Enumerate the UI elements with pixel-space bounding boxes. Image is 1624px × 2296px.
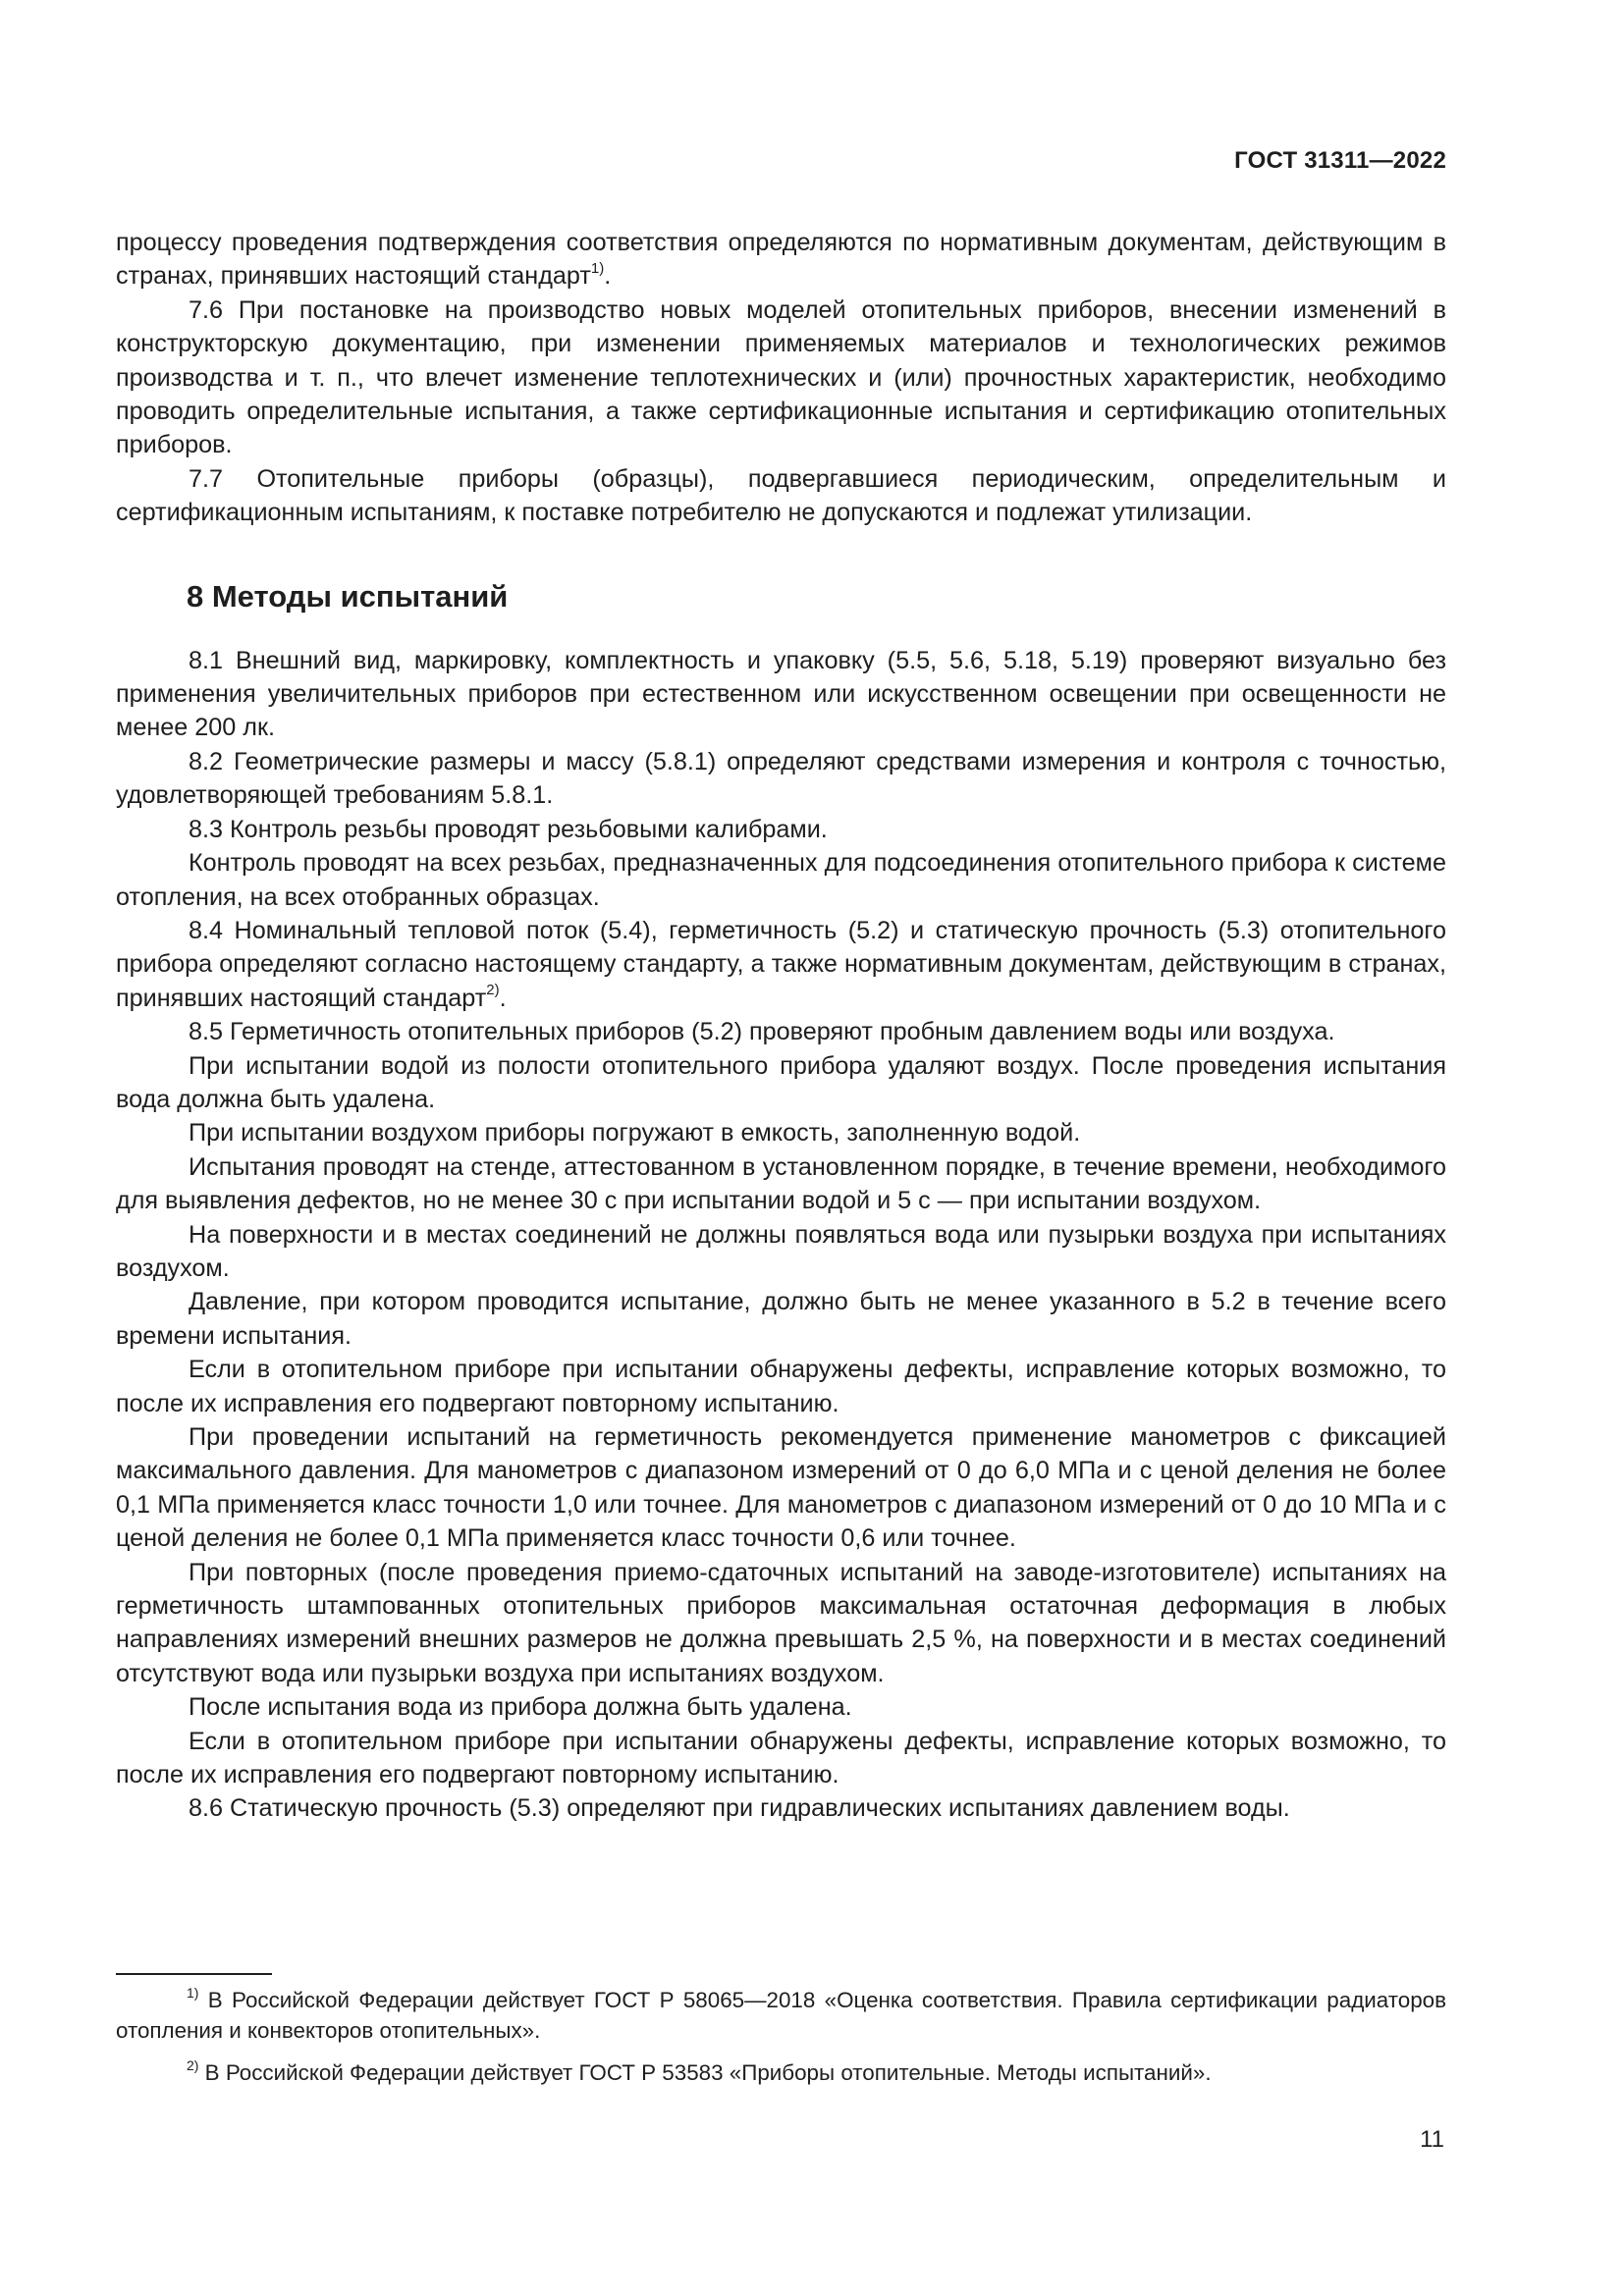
section-heading: 8 Методы испытаний (187, 578, 509, 614)
footnote-mark: 2) (187, 2056, 199, 2073)
paragraph: Контроль проводят на всех резьбах, предназначенных для подсоединения отопительного прибора к системе отопления, на всех отобранных образцах. (116, 849, 1446, 911)
footnote-ref-1[interactable]: 1) (590, 260, 605, 278)
paragraph-8-2: 8.2 Геометрические размеры и массу (5.8.1) определяют средствами измерения и контроля с точностью, удовлетворяющей требованиям 5.8.1. (116, 747, 1446, 810)
footnote-ref-2[interactable]: 2) (486, 982, 500, 999)
footnote-mark: 1) (187, 1984, 199, 2001)
footnote-1: $^{1)}$ В Российской Федерации действует ГОСТ Р 58065—2018 «Оценка соответствия. Правила сертификации радиаторов отопления и конвекторов отопительных». (116, 1984, 1446, 2043)
paragraph-8-6: 8.6 Статическую прочность (5.3) определяют при гидравлических испытаниях давлением воды. (189, 1794, 1290, 1823)
paragraph: При проведении испытаний на герметичность рекомендуется применение манометров с фиксацией максимального давления. Для манометров с диапазоном измерений от 0 до 6,0 МПа и с ценой деления не более 0,1 МПа применяется класс точности 1,0 или точнее. Для манометров с диапазоном измерений от 0 до 10 МПа и с ценой деления не более 0,1 МПа применяется класс точности 0,6 или точнее. (116, 1423, 1446, 1553)
paragraph: Давление, при котором проводится испытание, должно быть не менее указанного в 5.2 в течение всего времени испытания. (116, 1288, 1446, 1350)
paragraph: Если в отопительном приборе при испытании обнаружены дефекты, исправление которых возможно, то после их исправления его подвергают повторному испытанию. (116, 1727, 1446, 1789)
paragraph: При повторных (после проведения приемо-сдаточных испытаний на заводе-изготовителе) испытаниях на герметичность штампованных отопительных приборов максимальная остаточная деформация в любых направлениях измерений внешних размеров не должна превышать 2,5 %, на поверхности и в местах соединений отсутствуют вода или пузырьки воздуха при испытаниях воздухом. (116, 1558, 1446, 1687)
paragraph: При испытании водой из полости отопительного прибора удаляют воздух. После проведения испытания вода должна быть удалена. (116, 1051, 1446, 1113)
footnotes (116, 1985, 1446, 2100)
paragraph-8-1: 8.1 Внешний вид, маркировку, комплектность и упаковку (5.5, 5.6, 5.18, 5.19) проверяют визуально без применения увеличительных приборов при естественном или искусственном освещении при освещенности не менее 200 лк. (116, 646, 1446, 742)
paragraph-8-3: 8.3 Контроль резьбы проводят резьбовыми калибрами. (189, 815, 828, 843)
paragraph: Если в отопительном приборе при испытании обнаружены дефекты, исправление которых возможно, то после их исправления его подвергают повторному испытанию. (116, 1356, 1446, 1417)
paragraph-7-6: 7.6 При постановке на производство новых моделей отопительных приборов, внесении изменений в конструкторскую документацию, при изменении применяемых материалов и технологических режимов производства и т. п., что влечет изменение теплотехнических и (или) прочностных характеристик, необходимо проводить определительные испытания, а также сертификационные испытания и сертификацию отопительных приборов. (116, 295, 1446, 459)
paragraph-8-4: 8.4 Номинальный тепловой поток (5.4), герметичность (5.2) и статическую прочность (5.3) отопительного прибора определяют согласно настоящему стандарту, а также нормативным документам, действующим в странах, принявших настоящий стандарт$^{2)}$. (116, 916, 1446, 1012)
paragraph: На поверхности и в местах соединений не должны появляться вода или пузырьки воздуха при испытаниях воздухом. (116, 1220, 1446, 1282)
body-text (116, 226, 1446, 1826)
paragraph-7-7: 7.7 Отопительные приборы (образцы), подвергавшиеся периодическим, определительным и сертификационным испытаниям, к поставке потребителю не допускаются и подлежат утилизации. (116, 464, 1446, 527)
paragraph: При испытании воздухом приборы погружают в емкость, заполненную водой. (189, 1119, 1081, 1148)
paragraph: Испытания проводят на стенде, аттестованном в установленном порядке, в течение времени, необходимого для выявления дефектов, но не менее 30 с при испытании водой и 5 с — при испытании воздухом. (116, 1152, 1446, 1215)
footnote-2: $^{2)}$ В Российской Федерации действует ГОСТ Р 53583 «Приборы отопительные. Методы испытаний». (187, 2056, 1212, 2085)
paragraph-continuation: процессу проведения подтверждения соответствия определяются по нормативным документам, действующим в странах, принявших настоящий стандарт$^{1)}$. (116, 229, 1446, 291)
footnote-separator (116, 1973, 272, 1975)
paragraph: После испытания вода из прибора должна быть удалена. (189, 1693, 852, 1722)
standard-header: ГОСТ 31311—2022 (1234, 147, 1446, 174)
page-number: 11 (1420, 2126, 1444, 2153)
paragraph-8-5: 8.5 Герметичность отопительных приборов (5.2) проверяют пробным давлением воды или воздуха. (189, 1018, 1335, 1046)
